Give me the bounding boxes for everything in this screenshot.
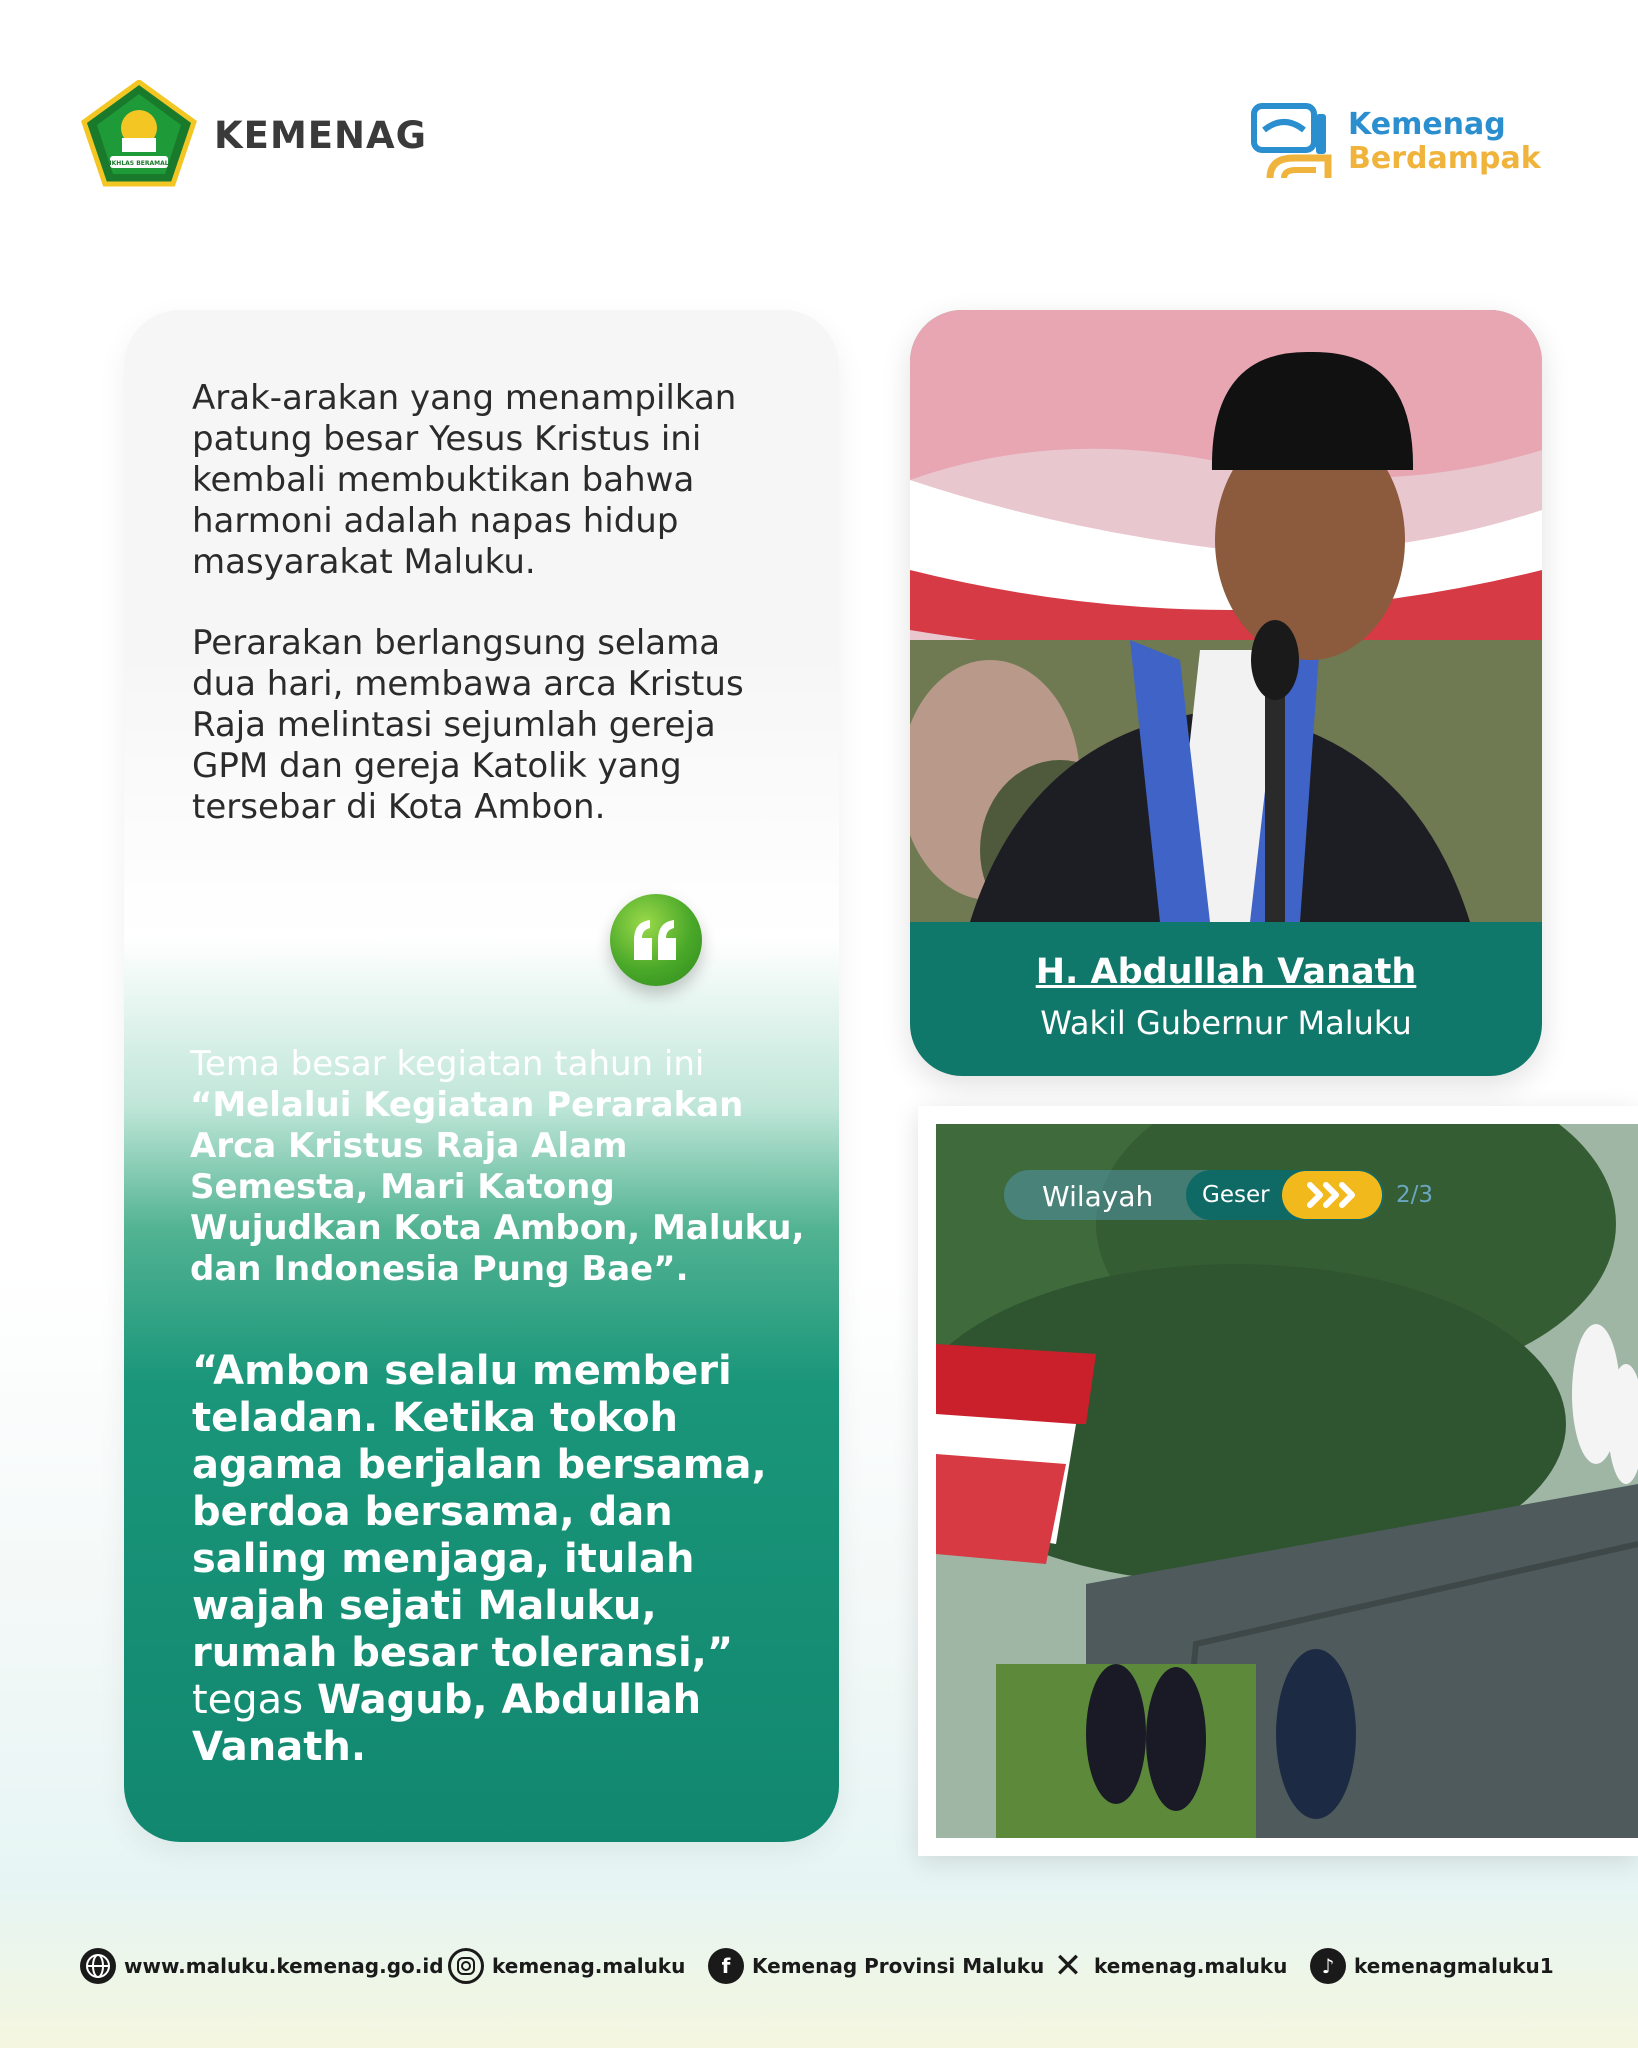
footer-tiktok[interactable] [1310,1944,1554,1988]
theme-title: “Melalui Kegiatan Perarakan Arca Kristus Raja Alam Semesta, Mari Katong Wujudkan Kota Ambon, Maluku, dan Indonesia Pung Bae”. [190,1085,805,1289]
speaker-photo-card [910,310,1542,1076]
quote-attribution-prefix: tegas [192,1677,304,1723]
quote-mark-icon [610,894,702,986]
pull-quote [192,1348,792,1771]
footer-instagram[interactable] [448,1944,685,1988]
x-icon: ✕ [1053,1946,1083,1986]
facebook-page[interactable]: Kemenag Provinsi Maluku [752,1954,1045,1978]
campaign-wordmark [1348,108,1541,176]
tiktok-icon: ♪ [1310,1948,1346,1984]
speaker-photo [910,310,1542,922]
kemenag-berdampak-logo-icon [1250,100,1334,184]
campaign-line-1: Kemenag [1348,107,1506,142]
svg-text:IKHLAS BERAMAL: IKHLAS BERAMAL [109,160,169,167]
footer-facebook[interactable] [708,1944,1044,1988]
region-label: Wilayah [1042,1180,1154,1213]
x-handle[interactable]: kemenag.maluku [1094,1954,1288,1978]
article-card [124,310,839,1842]
theme-text [190,1044,810,1290]
facebook-icon: f [708,1948,744,1984]
globe-icon [80,1948,116,1984]
campaign-line-2: Berdampak [1348,141,1541,176]
instagram-handle[interactable]: kemenag.maluku [492,1954,686,1978]
tiktok-handle[interactable]: kemenagmaluku1 [1354,1954,1554,1978]
chevrons-right-icon[interactable] [1282,1171,1382,1219]
swipe-label[interactable]: Geser [1202,1182,1270,1208]
footer-website[interactable] [80,1944,444,1988]
paragraph-2: Perarakan berlangsung selama dua hari, membawa arca Kristus Raja melintasi sejumlah gereja GPM dan gereja Katolik yang tersebar di Kota Ambon. [192,623,744,827]
speaker-role: Wakil Gubernur Maluku [1040,1004,1412,1042]
quote-attribution-name: Wagub, Abdullah Vanath. [192,1677,702,1770]
theme-intro: Tema besar kegiatan tahun ini [190,1044,705,1084]
page-indicator: 2/3 [1396,1182,1434,1208]
website-link[interactable]: www.maluku.kemenag.go.id [124,1954,444,1978]
paragraph-1: Arak-arakan yang menampilkan patung besar Yesus Kristus ini kembali membuktikan bahwa harmoni adalah napas hidup masyarakat Maluku. [192,378,737,582]
quote-text: “Ambon selalu memberi teladan. Ketika tokoh agama berjalan bersama, berdoa bersama, dan saling menjaga, itulah wajah sejati Maluku, rumah besar toleransi,” [192,1348,767,1676]
procession-photo [936,1124,1638,1838]
kemenag-emblem-icon [80,80,198,188]
footer-x[interactable] [1050,1944,1287,1988]
speaker-name: H. Abdullah Vanath [1035,952,1417,992]
instagram-icon [448,1948,484,1984]
brand-title: KEMENAG [214,114,428,157]
